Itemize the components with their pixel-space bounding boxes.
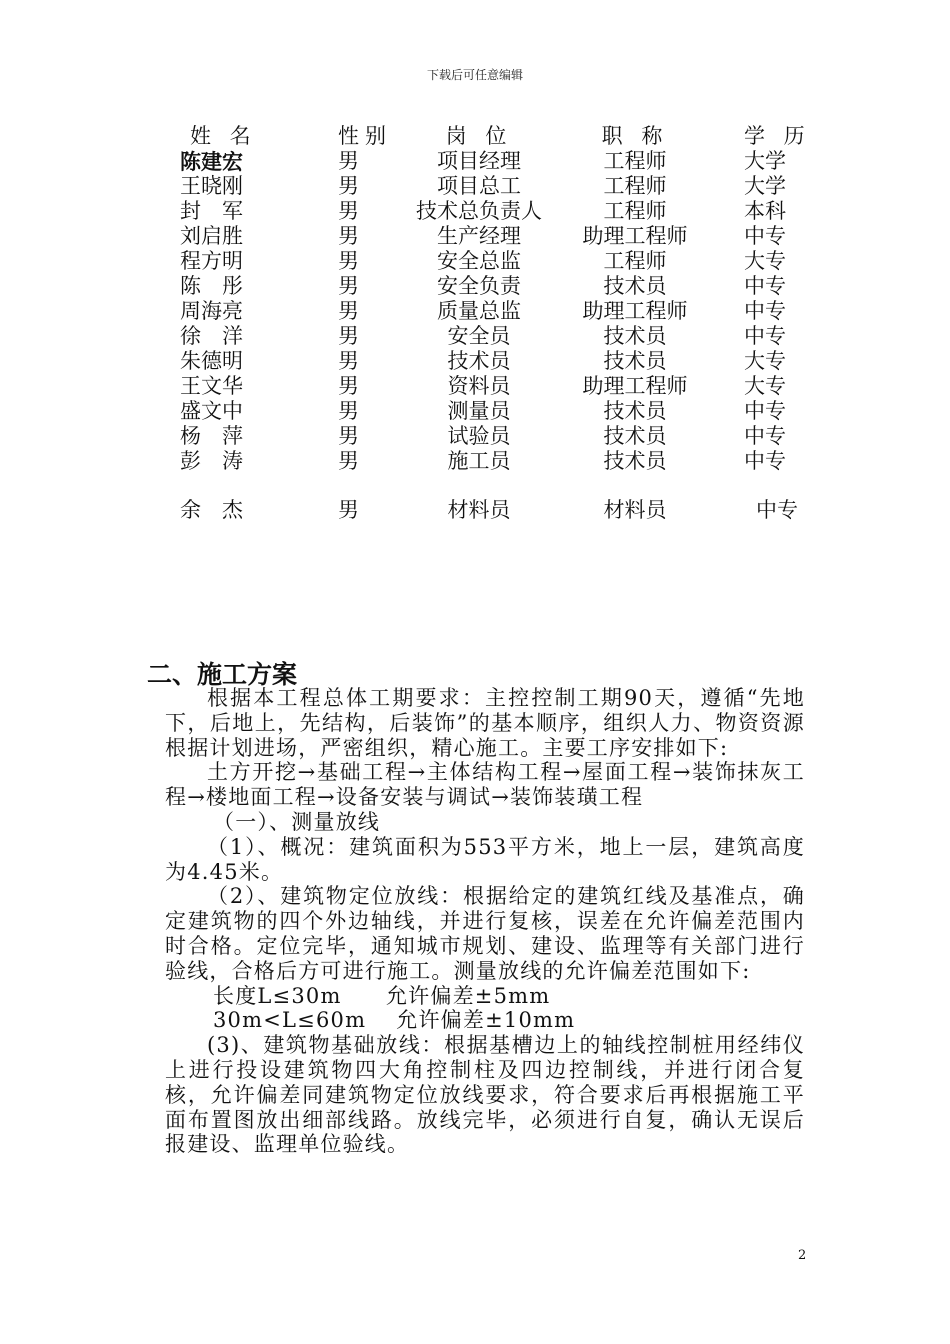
paragraph: （一）、测量放线 <box>213 809 381 834</box>
staff-education: 中专 <box>744 224 786 248</box>
staff-education: 中专 <box>744 324 786 348</box>
table-row <box>0 274 950 299</box>
staff-post: 技术员 <box>447 349 511 373</box>
staff-education: 大学 <box>744 174 786 198</box>
staff-name: 彭 涛 <box>180 449 243 473</box>
paragraph: （2）、建筑物定位放线：根据给定的建筑红线及基准点，确定建筑物的四个外边轴线，并进行复核，误差在允许偏差范围内时合格。定位完毕，通知城市规划、建设、监理等有关部门进行验线，合格后方可进行施工。测量放线的允许偏差范围如下: <box>165 884 805 983</box>
staff-post: 材料员 <box>447 498 511 522</box>
staff-name: 徐 洋 <box>180 324 243 348</box>
staff-name: 杨 萍 <box>180 424 243 448</box>
staff-gender: 男 <box>338 349 359 373</box>
staff-title: 工程师 <box>603 199 667 223</box>
staff-post: 资料员 <box>447 374 511 398</box>
staff-post: 安全总监 <box>437 249 521 273</box>
staff-title: 工程师 <box>603 174 667 198</box>
paragraph: 30m<L≤60m 允许偏差±10mm <box>213 1008 576 1033</box>
staff-post: 生产经理 <box>437 224 521 248</box>
staff-education: 中专 <box>744 399 786 423</box>
table-row <box>0 498 950 523</box>
staff-education: 中专 <box>744 299 786 323</box>
staff-gender: 男 <box>338 199 359 223</box>
staff-title: 技术员 <box>603 424 667 448</box>
staff-name: 盛文中 <box>180 399 243 423</box>
table-row <box>0 199 950 224</box>
staff-education: 大学 <box>744 149 786 173</box>
staff-education: 大专 <box>744 349 786 373</box>
staff-title: 工程师 <box>603 249 667 273</box>
staff-post: 测量员 <box>447 399 511 423</box>
header-gender: 性别 <box>338 124 392 148</box>
staff-name: 王文华 <box>180 374 243 398</box>
paragraph: 根据本工程总体工期要求：主控控制工期90天，遵循“先地下，后地上，先结构，后装饰”的基本顺序，组织人力、物资资源根据计划进场，严密组织，精心施工。主要工序安排如下: <box>165 686 805 760</box>
staff-title: 技术员 <box>603 349 667 373</box>
staff-table <box>0 124 950 523</box>
staff-title: 助理工程师 <box>582 224 688 248</box>
staff-education: 中专 <box>744 424 786 448</box>
staff-title: 技术员 <box>603 274 667 298</box>
table-row <box>0 399 950 424</box>
staff-title: 技术员 <box>603 324 667 348</box>
staff-gender: 男 <box>338 399 359 423</box>
paragraph: 土方开挖→基础工程→主体结构工程→屋面工程→装饰抹灰工程→楼地面工程→设备安装与调试→装饰装璜工程 <box>165 760 805 810</box>
staff-post: 施工员 <box>447 449 511 473</box>
staff-gender: 男 <box>338 324 359 348</box>
staff-gender: 男 <box>338 424 359 448</box>
staff-name: 刘启胜 <box>180 224 243 248</box>
section-body <box>165 686 805 1157</box>
staff-education: 中专 <box>756 498 798 522</box>
staff-name: 程方明 <box>180 249 243 273</box>
staff-gender: 男 <box>338 299 359 323</box>
staff-gender: 男 <box>338 224 359 248</box>
table-row <box>0 174 950 199</box>
staff-education: 中专 <box>744 449 786 473</box>
staff-title: 助理工程师 <box>582 299 688 323</box>
paragraph: 长度L≤30m 允许偏差±5mm <box>213 983 551 1008</box>
staff-gender: 男 <box>338 449 359 473</box>
staff-title: 材料员 <box>603 498 667 522</box>
paragraph: （1）、概况：建筑面积为553平方米，地上一层，建筑高度为4.45米。 <box>165 834 805 884</box>
table-row <box>0 449 950 474</box>
paragraph: (3)、建筑物基础放线：根据基槽边上的轴线控制桩用经纬仪上进行投设建筑物四大角控制柱及四边控制线，并进行闭合复核，允许偏差同建筑物定位放线要求，符合要求后再根据施工平面布置图放出细部线路。放线完毕，必须进行自复，确认无误后报建设、监理单位验线。 <box>165 1033 805 1157</box>
page-number: 2 <box>798 1248 807 1263</box>
table-row <box>0 299 950 324</box>
staff-post: 安全员 <box>447 324 511 348</box>
staff-title: 助理工程师 <box>582 374 688 398</box>
header-name: 姓 名 <box>190 124 257 148</box>
page-header: 下载后可任意编辑 <box>426 68 523 82</box>
header-post: 岗 位 <box>445 124 513 148</box>
staff-post: 技术总负责人 <box>416 199 542 223</box>
staff-title: 技术员 <box>603 399 667 423</box>
staff-table-header <box>0 124 950 149</box>
header-education: 学 历 <box>744 124 811 148</box>
staff-gender: 男 <box>338 274 359 298</box>
staff-gender: 男 <box>338 498 359 522</box>
staff-name: 陈建宏 <box>180 149 243 174</box>
table-row <box>0 349 950 374</box>
staff-title: 工程师 <box>603 149 667 173</box>
table-row <box>0 249 950 274</box>
staff-name: 朱德明 <box>180 349 243 373</box>
staff-name: 王晓刚 <box>180 174 243 198</box>
staff-name: 陈 彤 <box>180 274 243 298</box>
staff-post: 安全负责 <box>437 274 521 298</box>
header-title: 职 称 <box>601 124 669 148</box>
staff-education: 大专 <box>744 374 786 398</box>
table-row <box>0 424 950 449</box>
staff-education: 中专 <box>744 274 786 298</box>
staff-gender: 男 <box>338 149 359 173</box>
staff-name: 余 杰 <box>180 498 243 522</box>
staff-post: 试验员 <box>447 424 511 448</box>
staff-gender: 男 <box>338 174 359 198</box>
staff-education: 大专 <box>744 249 786 273</box>
staff-gender: 男 <box>338 249 359 273</box>
staff-name: 封 军 <box>180 199 243 223</box>
table-row <box>0 149 950 174</box>
section-title: 二、施工方案 <box>147 660 298 689</box>
staff-name: 周海亮 <box>180 299 243 323</box>
staff-gender: 男 <box>338 374 359 398</box>
table-row <box>0 224 950 249</box>
table-row <box>0 374 950 399</box>
staff-post: 项目经理 <box>437 149 521 173</box>
staff-post: 质量总监 <box>437 299 521 323</box>
table-row <box>0 324 950 349</box>
staff-education: 本科 <box>744 199 786 223</box>
staff-title: 技术员 <box>603 449 667 473</box>
staff-post: 项目总工 <box>437 174 521 198</box>
